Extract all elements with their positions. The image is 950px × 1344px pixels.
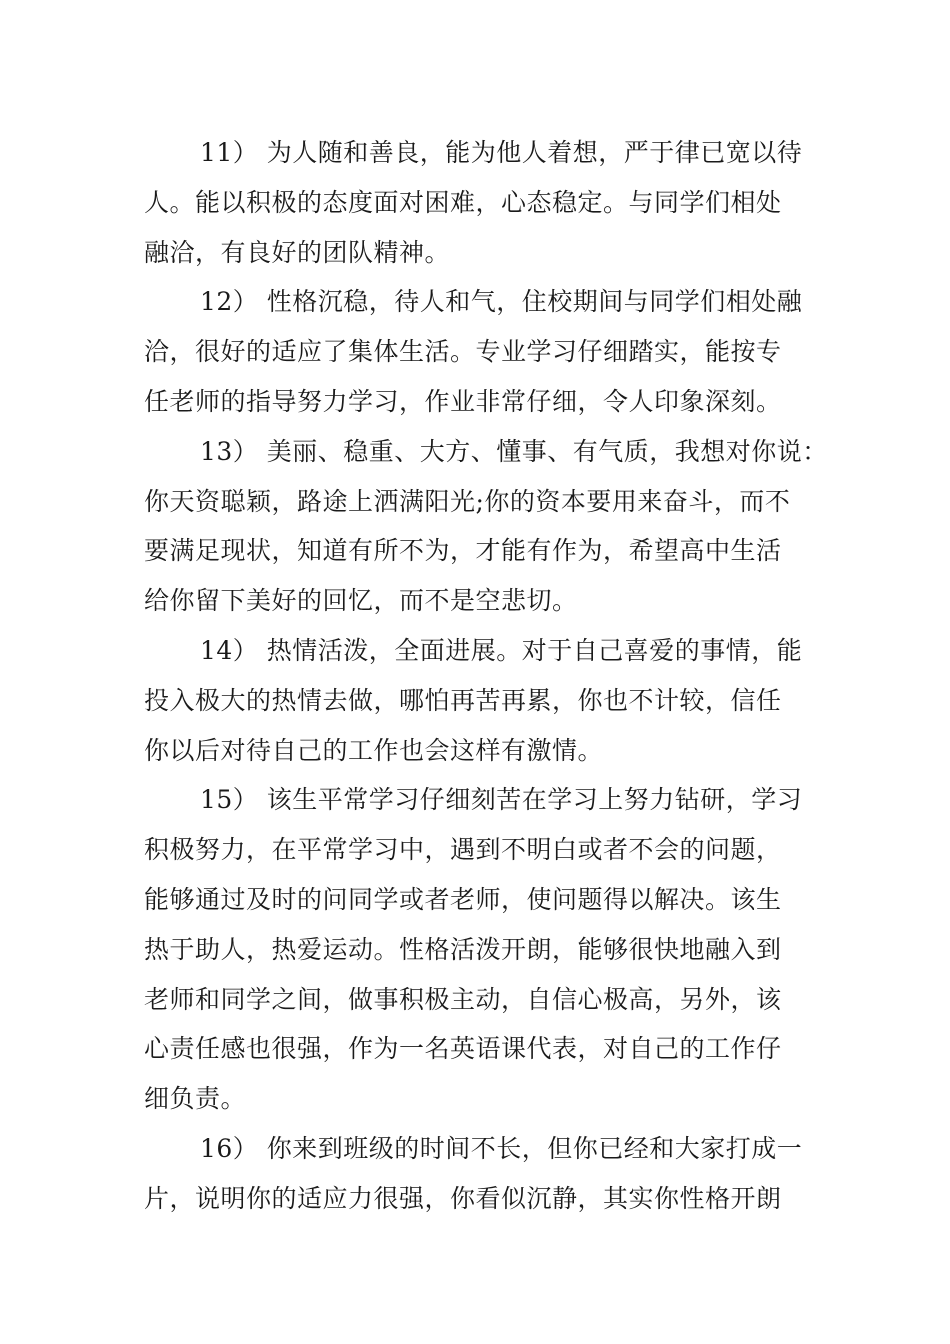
paragraph-line: 14） 热情活泼，全面进展。对于自己喜爱的事情，能 [200,635,803,665]
paragraph-line: 投入极大的热情去做，哪怕再苦再累，你也不计较，信任 [144,685,782,715]
paragraph-line: 12） 性格沉稳，待人和气，住校期间与同学们相处融 [200,287,803,317]
paragraph-line: 融洽，有良好的团队精神。 [144,237,451,267]
paragraph-line: 13） 美丽、稳重、大方、懂事、有气质，我想对你说： [200,436,828,466]
paragraph-13 [144,427,828,626]
paragraph-line: 15） 该生平常学习仔细刻苦在学习上努力钻研，学习 [200,785,803,815]
paragraph-line: 能够通过及时的问同学或者老师，使问题得以解决。该生 [144,884,782,914]
paragraph-line: 给你留下美好的回忆，而不是空悲切。 [144,586,578,616]
paragraph-line: 要满足现状，知道有所不为，才能有作为，希望高中生活 [144,536,782,566]
paragraph-11 [144,128,808,277]
paragraph-16 [144,1124,808,1224]
paragraph-12 [144,277,808,426]
paragraph-line: 人。能以积极的态度面对困难，心态稳定。与同学们相处 [144,187,782,217]
paragraph-line: 积极努力，在平常学习中，遇到不明白或者不会的问题， [144,835,782,865]
paragraph-14 [144,626,808,775]
paragraph-line: 任老师的指导努力学习，作业非常仔细，令人印象深刻。 [144,386,782,416]
paragraph-line: 老师和同学之间，做事积极主动，自信心极高，另外，该 [144,984,782,1014]
paragraph-line: 心责任感也很强，作为一名英语课代表，对自己的工作仔 [144,1034,782,1064]
paragraph-line: 你以后对待自己的工作也会这样有激情。 [144,735,604,765]
paragraph-line: 细负责。 [144,1084,247,1114]
document-body [144,128,828,1224]
paragraph-line: 热于助人，热爱运动。性格活泼开朗，能够很快地融入到 [144,934,782,964]
paragraph-line: 16） 你来到班级的时间不长，但你已经和大家打成一 [200,1133,803,1163]
paragraph-line: 你天资聪颖，路途上洒满阳光;你的资本要用来奋斗，而不 [144,486,791,516]
paragraph-line: 片，说明你的适应力很强，你看似沉静，其实你性格开朗 [144,1183,782,1213]
paragraph-line: 11） 为人随和善良，能为他人着想，严于律已宽以待 [200,138,803,167]
paragraph-15 [144,775,808,1124]
paragraph-line: 洽，很好的适应了集体生活。专业学习仔细踏实，能按专 [144,337,782,367]
